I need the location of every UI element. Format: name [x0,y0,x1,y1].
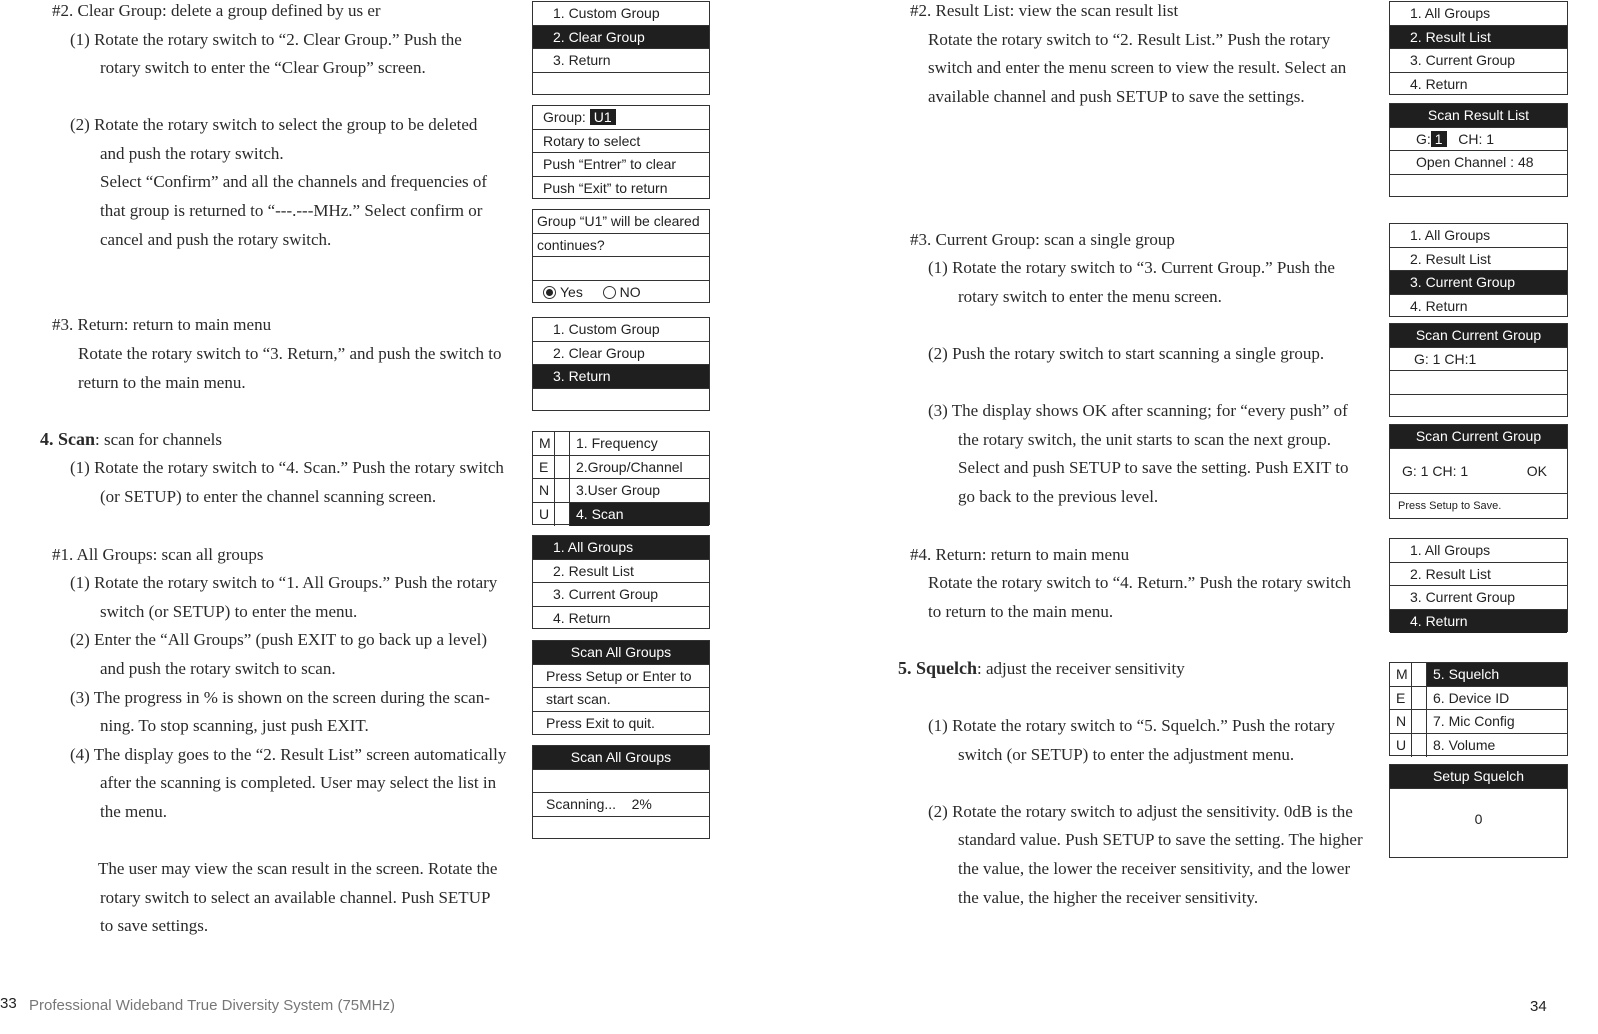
no-label: NO [619,283,641,300]
menu-item-selected: 3. Current Group [1390,271,1567,295]
text-line: after the scanning is completed. User may select the list in [100,773,497,792]
menu-item-selected: 2. Result List [1390,26,1567,50]
group-row [533,106,709,130]
save-note: Press Setup to Save. [1398,499,1502,512]
text-line: #3. Current Group: scan a single group [910,230,1175,249]
menu-item-selected: 4. Return [1390,610,1567,634]
empty-row [533,257,709,281]
menu-item: 1. All Groups [1390,2,1567,26]
text-line: rotary switch to enter the “Clear Group” screen. [100,58,426,77]
text-line: switch (or SETUP) to enter the menu. [100,602,358,621]
lcd-title: Scan Current Group [1390,425,1567,449]
text-line: (or SETUP) to enter the channel scanning screen. [100,487,437,506]
text-line: ning. To stop scanning, just push EXIT. [100,716,369,735]
empty-row [1390,371,1567,395]
text-line: #3. Return: return to main menu [52,315,272,334]
scan-heading-line [40,425,222,454]
menu-item-selected: 5. Squelch [1427,663,1567,686]
lcd-line: Open Channel : 48 [1390,151,1567,175]
text-line: and push the rotary switch to scan. [100,659,336,678]
scan-heading: 4. Scan [40,429,96,449]
menu-item: 3. Return [533,49,709,73]
lcd-line: continues? [533,234,709,258]
text-line: : scan for channels [95,430,222,449]
menu-item: 3. Current Group [1390,586,1567,610]
menu-item: 1. Custom Group [533,2,709,26]
text-line: The user may view the scan result in the screen. Rotate the [98,859,498,878]
lcd-title: Scan Result List [1390,104,1567,128]
lcd-title: Scan All Groups [533,641,709,665]
squelch-value: 0 [1474,810,1483,827]
text-line: (2) Rotate the rotary switch to select the group to be deleted [70,115,478,134]
progress-row [533,793,709,817]
text-line: (1) Rotate the rotary switch to “1. All Groups.” Push the rotary [70,573,498,592]
squelch-heading-line [898,654,1185,683]
menu-item-selected: 1. All Groups [533,536,709,560]
empty-row [533,817,709,841]
menu-item: 2. Result List [533,560,709,584]
text-line: Select and push SETUP to save the setting. Push EXIT to [958,458,1349,477]
yes-radio-icon [543,286,556,299]
menu-item: 4. Return [1410,297,1468,314]
menu-item: 2. Result List [1390,563,1567,587]
menu-letter: N [533,479,555,502]
lcd-result-menu [1389,1,1568,95]
text-line: switch and enter the menu screen to view the result. Select an [928,58,1347,77]
result-row [1390,128,1567,152]
lcd-setup-squelch [1389,764,1568,858]
text-line: Rotate the rotary switch to “4. Return.” Push the rotary switch [928,573,1352,592]
lcd-line: Push “Entrer” to clear [533,153,709,177]
text-line: (4) The display goes to the “2. Result List” screen automatically [70,745,507,764]
empty-row [533,770,709,794]
menu-item: 3. Current Group [1390,49,1567,73]
g-label: G: [1416,130,1431,147]
text-line: available channel and push SETUP to save the settings. [928,87,1305,106]
text-line: the rotary switch, the unit starts to scan the next group. [958,430,1331,449]
footer-title: Professional Wideband True Diversity System (75MHz) [29,997,395,1014]
squelch-heading: 5. Squelch [898,658,978,678]
g-value: 1 [1431,131,1447,147]
empty-row [1390,395,1567,419]
empty-row [1390,175,1567,199]
right-page-number: 34 [1530,998,1547,1015]
menu-item: 6. Device ID [1433,689,1510,706]
left-page-number: 33 [0,995,17,1012]
text-line: (1) Rotate the rotary switch to “4. Scan.” Push the rotary switch [70,458,504,477]
lcd-clear-confirm [532,209,710,303]
menu-letter: U [1390,734,1412,758]
lcd-return-menu [532,317,710,411]
menu-letter: N [1390,710,1412,733]
lcd-scan-result-list [1389,103,1568,197]
text-line: (1) Rotate the rotary switch to “2. Clear Group.” Push the [70,30,462,49]
lcd-clear-group-menu [532,1,710,95]
menu-item-selected: 4. Scan [570,503,709,527]
menu-item: 1. Frequency [576,435,658,451]
menu-item: 3.User Group [576,482,661,498]
text-line: (1) Rotate the rotary switch to “5. Squelch.” Push the rotary [928,716,1335,735]
lcd-scan-all-progress [532,745,710,839]
text-line: and push the rotary switch. [100,144,284,163]
text-line: rotary switch to select an available channel. Push SETUP [100,888,491,907]
progress-label: Scanning... [546,796,617,812]
text-line: rotary switch to enter the menu screen. [958,287,1222,306]
text-line: switch (or SETUP) to enter the adjustment menu. [958,745,1295,764]
menu-letter: E [1390,687,1412,710]
lcd-line: Press Exit to quit. [546,714,655,731]
menu-letter: U [533,503,555,527]
text-line: (2) Rotate the rotary switch to adjust the sensitivity. 0dB is the [928,802,1353,821]
text-line: go back to the previous level. [958,487,1159,506]
menu-letter: M [1390,663,1412,686]
text-line: #2. Result List: view the scan result list [910,1,1179,20]
menu-item-selected: 2. Clear Group [533,26,709,50]
text-line: (2) Enter the “All Groups” (push EXIT to go back up a level) [70,630,488,649]
group-label: Group: [543,109,586,125]
menu-item: 1. All Groups [1390,224,1567,248]
menu-item: 4. Return [1410,75,1468,92]
lcd-group-select [532,105,710,199]
empty-row [533,389,709,413]
menu-letter: E [533,456,555,479]
lcd-line: Group “U1” will be cleared [533,210,709,234]
text-line: Rotate the rotary switch to “2. Result List.” Push the rotary [928,30,1331,49]
text-line: #1. All Groups: scan all groups [52,545,264,564]
result-row [1390,449,1567,494]
lcd-scan-menu [532,535,710,629]
lcd-line: Press Setup or Enter to [533,665,709,689]
ok-status: OK [1526,462,1547,479]
text-line: to save settings. [100,916,209,935]
text-line: #4. Return: return to main menu [910,545,1130,564]
lcd-line: G: 1 CH:1 [1390,348,1567,372]
menu-item: 2. Result List [1390,248,1567,272]
menu-item-selected: 3. Return [533,365,709,389]
text-line: Rotate the rotary switch to “3. Return,” and push the switch to [78,344,502,363]
text-line: to return to the main menu. [928,602,1114,621]
text-line: standard value. Push SETUP to save the setting. The higher [958,830,1363,849]
menu-item: 8. Volume [1433,736,1496,753]
lcd-current-menu [1389,223,1568,317]
text-line: that group is returned to “---.---MHz.” Select confirm or [100,201,483,220]
progress-value: 2% [631,796,652,812]
menu-item: 4. Return [553,609,611,626]
ch-value: CH: 1 [1458,130,1495,147]
menu-letter: M [533,432,555,455]
lcd-line: Push “Exit” to return [543,179,668,196]
text-line: return to the main menu. [78,373,246,392]
lcd-return-menu-right [1389,538,1568,632]
lcd-scan-current-start [1389,323,1568,417]
lcd-line: G: 1 CH: 1 [1402,462,1469,479]
text-line: (1) Rotate the rotary switch to “3. Current Group.” Push the [928,258,1335,277]
text-line: cancel and push the rotary switch. [100,230,332,249]
lcd-title: Scan All Groups [533,746,709,770]
menu-item: 3. Current Group [533,583,709,607]
text-line: : adjust the receiver sensitivity [977,659,1185,678]
text-line: Select “Confirm” and all the channels and frequencies of [100,172,488,191]
group-value: U1 [590,109,616,125]
lcd-title: Setup Squelch [1390,765,1567,789]
lcd-line: Rotary to select [533,130,709,154]
lcd-title: Scan Current Group [1390,324,1567,348]
text-line: the value, the lower the receiver sensitivity, and the lower [958,859,1351,878]
text-line: the value, the higher the receiver sensitivity. [958,888,1259,907]
lcd-main-menu-right [1389,662,1568,756]
text-line: (3) The display shows OK after scanning; for “every push” of [928,401,1348,420]
menu-item: 2. Clear Group [533,342,709,366]
yes-label: Yes [560,283,583,300]
empty-row [533,73,709,97]
lcd-scan-all-start [532,640,710,735]
confirm-options [533,281,709,305]
menu-item: 1. All Groups [1390,539,1567,563]
lcd-scan-current-done [1389,424,1568,519]
text-line: #2. Clear Group: delete a group defined by us er [52,1,381,20]
lcd-main-menu-left [532,431,710,525]
no-radio-icon [603,286,616,299]
menu-item: 1. Custom Group [533,318,709,342]
text-line: (3) The progress in % is shown on the screen during the scan- [70,688,490,707]
text-line: the menu. [100,802,168,821]
menu-item: 2.Group/Channel [576,458,683,475]
menu-item: 7. Mic Config [1433,713,1515,729]
text-line: (2) Push the rotary switch to start scanning a single group. [928,344,1325,363]
lcd-line: start scan. [533,688,709,712]
